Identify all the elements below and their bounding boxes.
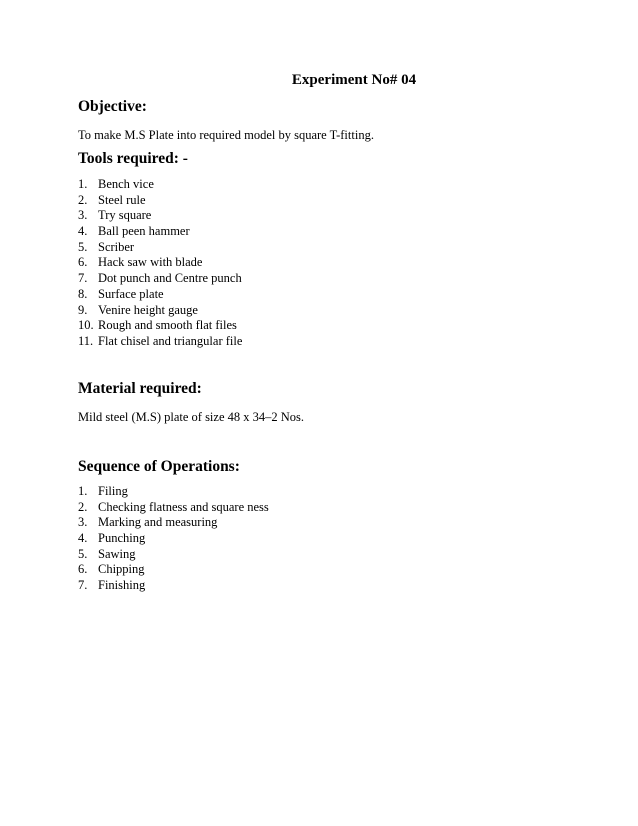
list-item bbox=[78, 484, 269, 500]
material-text: Mild steel (M.S) plate of size 48 x 34–2 Nos. bbox=[78, 410, 305, 424]
item-number: 8. bbox=[78, 286, 88, 301]
list-item bbox=[78, 547, 269, 563]
item-text: Sawing bbox=[98, 546, 136, 561]
list-item bbox=[78, 177, 242, 193]
material-heading: Material required: bbox=[78, 380, 202, 397]
list-item bbox=[78, 500, 269, 516]
list-item bbox=[78, 531, 269, 547]
list-item bbox=[78, 515, 269, 531]
list-item bbox=[78, 208, 242, 224]
item-text: Venire height gauge bbox=[98, 302, 198, 317]
list-item bbox=[78, 334, 242, 350]
item-text: Scriber bbox=[98, 239, 135, 254]
item-number: 4. bbox=[78, 531, 88, 546]
item-text: Hack saw with blade bbox=[98, 255, 203, 270]
item-number: 6. bbox=[78, 562, 88, 577]
item-number: 6. bbox=[78, 255, 88, 270]
item-text: Checking flatness and square ness bbox=[98, 499, 269, 514]
item-number: 1. bbox=[78, 484, 88, 498]
item-number: 10. bbox=[78, 318, 94, 333]
list-item bbox=[78, 562, 269, 578]
item-text: Try square bbox=[98, 208, 152, 223]
item-text: Chipping bbox=[98, 562, 145, 577]
list-item bbox=[78, 193, 242, 209]
list-item bbox=[78, 224, 242, 240]
item-text: Dot punch and Centre punch bbox=[98, 271, 242, 286]
objective-text: To make M.S Plate into required model by square T-fitting. bbox=[78, 128, 374, 142]
item-text: Rough and smooth flat files bbox=[98, 318, 237, 333]
item-text: Surface plate bbox=[98, 286, 164, 301]
item-number: 5. bbox=[78, 546, 88, 561]
item-text: Punching bbox=[98, 531, 146, 546]
list-item bbox=[78, 318, 242, 334]
item-text: Flat chisel and triangular file bbox=[98, 333, 243, 348]
list-item bbox=[78, 303, 242, 319]
item-text: Marking and measuring bbox=[98, 515, 218, 530]
item-number: 2. bbox=[78, 499, 88, 514]
list-item bbox=[78, 578, 269, 594]
list-item bbox=[78, 255, 242, 271]
item-number: 11. bbox=[78, 333, 94, 348]
item-number: 3. bbox=[78, 515, 88, 530]
item-number: 7. bbox=[78, 271, 88, 286]
item-text: Bench vice bbox=[98, 177, 154, 191]
item-number: 4. bbox=[78, 224, 88, 239]
item-text: Filing bbox=[98, 484, 128, 498]
objective-heading: Objective: bbox=[78, 98, 147, 115]
operations-list bbox=[78, 484, 269, 594]
item-number: 1. bbox=[78, 177, 88, 191]
tools-heading: Tools required: - bbox=[78, 150, 188, 167]
document-title: Experiment No# 04 bbox=[291, 72, 417, 88]
item-text: Finishing bbox=[98, 578, 146, 593]
list-item bbox=[78, 287, 242, 303]
item-number: 9. bbox=[78, 302, 88, 317]
list-item bbox=[78, 271, 242, 287]
item-number: 3. bbox=[78, 208, 88, 223]
tools-list bbox=[78, 177, 242, 350]
operations-heading: Sequence of Operations: bbox=[78, 458, 240, 475]
list-item bbox=[78, 240, 242, 256]
item-text: Steel rule bbox=[98, 192, 146, 207]
item-text: Ball peen hammer bbox=[98, 224, 190, 239]
item-number: 7. bbox=[78, 578, 88, 593]
item-number: 2. bbox=[78, 192, 88, 207]
item-number: 5. bbox=[78, 239, 88, 254]
